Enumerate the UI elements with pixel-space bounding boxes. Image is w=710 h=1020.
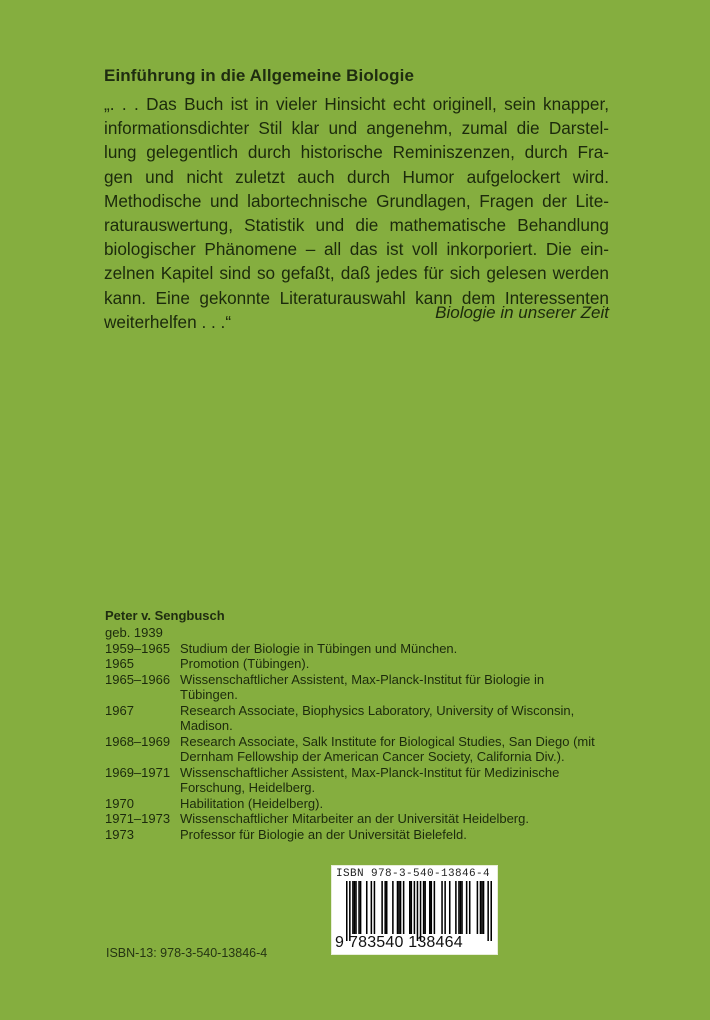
isbn-13: ISBN-13: 978-3-540-13846-4 (106, 946, 268, 960)
cv-entry (105, 765, 665, 796)
barcode-bar (349, 881, 351, 941)
barcode-digits: 783540 138464 (349, 934, 463, 951)
barcode-bar (423, 881, 425, 934)
barcode-bar (420, 881, 422, 941)
review-line: Methodische und labortechnische Grundlagen, Fragen der Lite- (104, 190, 609, 211)
barcode-bar (429, 881, 431, 934)
review-line: gen und nicht zuletzt auch durch Humor aufgelockert wird. (104, 166, 609, 187)
barcode-bar (424, 881, 426, 934)
author-cv (105, 625, 665, 842)
cv-text: Wissenschaftlicher Assistent, Max-Planck-Institut für Biologie in Tübingen. (180, 671, 545, 702)
cv-years: 1965–1966 (105, 671, 171, 687)
barcode-bar (397, 881, 399, 934)
barcode-bar (409, 881, 411, 934)
barcode-bar (417, 881, 419, 941)
barcode-bar (398, 881, 400, 934)
cv-entry (105, 672, 665, 703)
barcode-isbn-label: ISBN 978-3-540-13846-4 (336, 868, 491, 880)
cv-text: Research Associate, Salk Institute for Biological Studies, San Diego (mit Dernham Fellowship der American Cancer Society, California Div.). (180, 733, 595, 764)
barcode-bar (403, 881, 405, 934)
cv-entry (105, 734, 665, 765)
cv-text: Research Associate, Biophysics Laboratory, University of Wisconsin, Madison. (180, 702, 575, 733)
barcode-bar (483, 881, 485, 934)
barcode-bars (346, 881, 492, 941)
review-blurb (104, 92, 609, 334)
review-line: informationsdichter Stil klar und angenehm, zumal die Darstel- (104, 118, 609, 139)
barcode-bar (371, 881, 373, 934)
barcode-bar (360, 881, 362, 934)
cv-entry (105, 796, 665, 812)
barcode-bar (384, 881, 386, 934)
barcode-bar (434, 881, 436, 934)
cv-entry (105, 811, 665, 827)
barcode-bar (354, 881, 356, 934)
cv-years: 1970 (105, 795, 134, 811)
cv-entry (105, 641, 665, 657)
barcode-bar (346, 881, 348, 941)
cv-years: 1973 (105, 826, 134, 842)
cv-text: Studium der Biologie in Tübingen und München. (180, 640, 458, 656)
barcode-bar (469, 881, 471, 934)
barcode-bar (352, 881, 354, 934)
cv-text: Wissenschaftlicher Mitarbeiter an der Universität Heidelberg. (180, 811, 529, 826)
review-line: biologischer Phänomene – all das ist voll inkorporiert. Die ein- (104, 239, 609, 260)
barcode-bar (481, 881, 483, 934)
barcode-bar (431, 881, 433, 934)
review-source: Biologie in unserer Zeit (435, 303, 609, 322)
barcode-bar (487, 881, 489, 941)
cv-years: 1969–1971 (105, 764, 171, 780)
barcode-bar (374, 881, 376, 934)
book-title: Einführung in die Allgemeine Biologie (104, 66, 415, 85)
barcode-bar (480, 881, 482, 934)
cv-text: Habilitation (Heidelberg). (180, 795, 324, 811)
review-line: raturauswertung, Statistik und die mathematische Behandlung (104, 215, 609, 236)
review-line: lung gelegentlich durch historische Reminiszenzen, durch Fra- (104, 142, 609, 163)
barcode-bar (490, 881, 492, 941)
barcode-bar (381, 881, 383, 934)
barcode-bar (366, 881, 368, 934)
barcode-bar (355, 881, 357, 934)
barcode-bar (449, 881, 451, 934)
author-name: Peter v. Sengbusch (105, 608, 225, 623)
barcode-bar (400, 881, 402, 934)
barcode-bar (441, 881, 443, 934)
barcode-bar (455, 881, 457, 934)
review-line: kann. Eine gekonnte Literaturauswahl kann dem Interessenten (104, 287, 609, 308)
barcode-bar (411, 881, 413, 934)
barcode-bar (358, 881, 360, 934)
cv-years: 1959–1965 (105, 640, 171, 656)
barcode-bar (444, 881, 446, 934)
barcode-first-digit: 9 (335, 934, 344, 951)
barcode-bar (414, 881, 416, 934)
barcode (331, 865, 498, 955)
cv-text: Promotion (Tübingen). (180, 656, 310, 671)
cv-text: Professor für Biologie an der Universität Bielefeld. (180, 826, 467, 842)
barcode-bar (392, 881, 394, 934)
cv-years: 1968–1969 (105, 733, 171, 749)
review-line: „. . . Das Buch ist in vieler Hinsicht echt originell, sein knapper, (104, 94, 609, 114)
cv-entry (105, 703, 665, 734)
review-line: weiterhelfen . . .“ (104, 311, 232, 332)
barcode-bar (466, 881, 468, 934)
cv-years: 1965 (105, 656, 134, 671)
cv-years: 1971–1973 (105, 811, 171, 826)
barcode-bar (461, 881, 463, 934)
cv-entry (105, 656, 665, 672)
cv-entry (105, 827, 665, 843)
author-birth: geb. 1939 (105, 625, 163, 640)
barcode-bar (477, 881, 479, 934)
barcode-bar (460, 881, 462, 934)
barcode-bar (386, 881, 388, 934)
barcode-bar (458, 881, 460, 934)
cv-text: Wissenschaftlicher Assistent, Max-Planck-Institut für Medizinische Forschung, Heidelberg. (180, 764, 560, 795)
review-line: zelnen Kapitel sind so gefaßt, daß jedes für sich gelesen werden (104, 263, 609, 284)
cv-years: 1967 (105, 702, 134, 718)
